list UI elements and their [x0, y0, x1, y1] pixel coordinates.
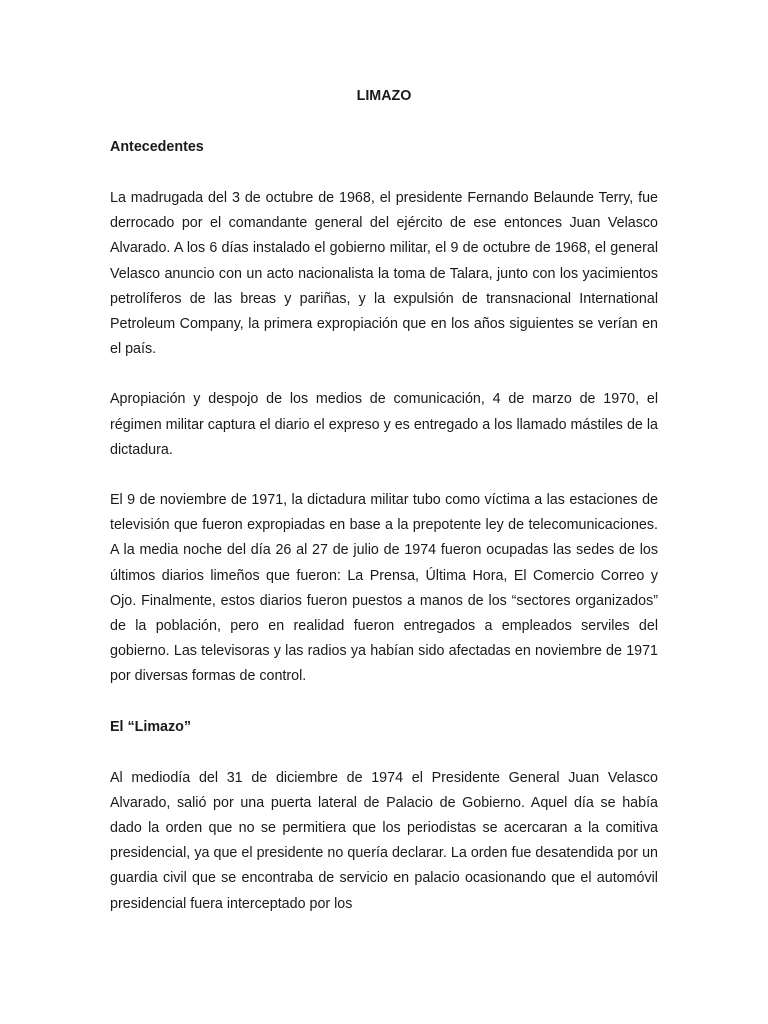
paragraph-1: La madrugada del 3 de octubre de 1968, el presidente Fernando Belaunde Terry, fue derrocado por el comandante general del ejército de ese entonces Juan Velasco Alvarado. A los 6 días instalado el gobierno militar, el 9 de octubre de 1968, el general Velasco anuncio con un acto nacionalista la toma de Talara, junto con los yacimientos petrolíferos de las breas y pariñas, y la expulsión de transnacional International Petroleum Company, la primera expropiación que en los años siguientes se verían en el país. [110, 190, 658, 358]
section-heading-limazo: El “Limazo” [110, 718, 192, 735]
paragraph-2: Apropiación y despojo de los medios de comunicación, 4 de marzo de 1970, el régimen militar captura el diario el expreso y es entregado a los llamado mástiles de la dictadura. [110, 391, 658, 458]
paragraph-3: El 9 de noviembre de 1971, la dictadura militar tubo como víctima a las estaciones de televisión que fueron expropiadas en base a la prepotente ley de telecomunicaciones. A la media noche del día 26 al 27 de julio de 1974 fueron ocupadas las sedes de los últimos diarios limeños que fueron: La Prensa, Última Hora, El Comercio Correo y Ojo. Finalmente, estos diarios fueron puestos a manos de los “sectores organizados” de la población, pero en realidad fueron entregados a empleados serviles del gobierno. Las televisoras y las radios ya habían sido afectadas en noviembre de 1971 por diversas formas de control. [110, 492, 658, 685]
document-body [110, 84, 658, 942]
document-title: LIMAZO [356, 88, 412, 104]
section-heading-antecedentes: Antecedentes [110, 139, 204, 155]
paragraph-4: Al mediodía del 31 de diciembre de 1974 el Presidente General Juan Velasco Alvarado, salió por una puerta lateral de Palacio de Gobierno. Aquel día se había dado la orden que no se permitiera que los periodistas se acercaran a la comitiva presidencial, ya que el presidente no quería declarar. La orden fue desatendida por un guardia civil que se encontraba de servicio en palacio ocasionando que el automóvil presidencial fuera interceptado por los [110, 769, 658, 912]
